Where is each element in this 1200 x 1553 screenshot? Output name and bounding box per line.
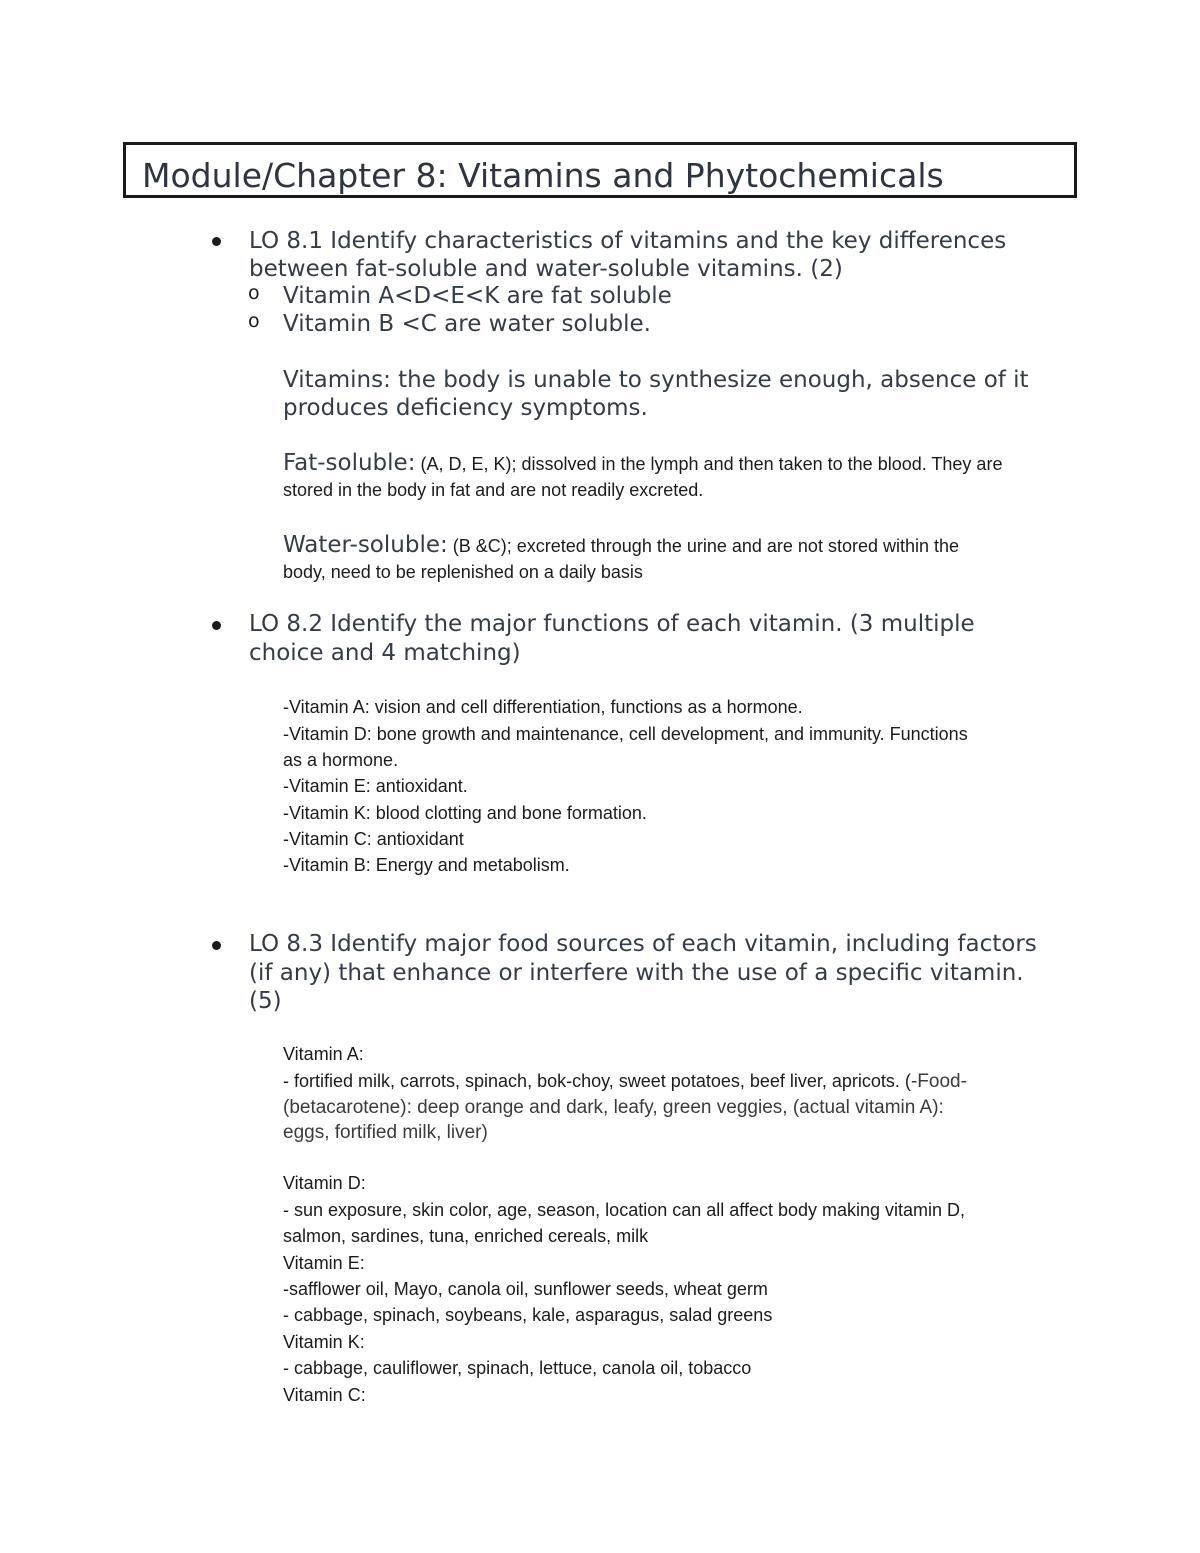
water-soluble-line2: body, need to be replenished on a daily basis (283, 562, 643, 582)
lo1-sub1: Vitamin A<D<E<K are fat soluble (283, 283, 672, 309)
fat-soluble-line1 (283, 449, 1002, 478)
vitamin-d-line1: - sun exposure, skin color, age, season, location can all affect body making vitamin D, (283, 1200, 966, 1220)
water-soluble-text: (B &C); excreted through the urine and are not stored within the (447, 536, 960, 556)
vitamin-a-line1 (283, 1068, 967, 1095)
vitamin-a-foods: - fortified milk, carrots, spinach, bok-choy, sweet potatoes, beef liver, apricots. ( (283, 1071, 911, 1091)
lo2-item: -Vitamin D: bone growth and maintenance, cell development, and immunity. Functions (283, 724, 968, 744)
lo2-item: -Vitamin A: vision and cell differentiation, functions as a hormone. (283, 697, 803, 717)
vitamin-a-heading: Vitamin A: (283, 1044, 364, 1064)
fat-soluble-label: Fat-soluble: (283, 450, 416, 476)
sub-bullet-icon: o (248, 282, 260, 304)
vitamin-d-line2: salmon, sardines, tuna, enriched cereals, milk (283, 1226, 649, 1246)
lo3-line2: (if any) that enhance or interfere with the use of a specific vitamin. (249, 960, 1024, 986)
vitamin-e-heading: Vitamin E: (283, 1253, 365, 1273)
page-title: Module/Chapter 8: Vitamins and Phytochemicals (142, 156, 944, 195)
lo2-line2: choice and 4 matching) (249, 640, 521, 666)
title-box (123, 142, 1077, 198)
lo1-line2: between fat-soluble and water-soluble vitamins. (2) (249, 256, 843, 282)
lo2-item: -Vitamin B: Energy and metabolism. (283, 855, 570, 875)
vitamin-e-line2: - cabbage, spinach, soybeans, kale, asparagus, salad greens (283, 1305, 773, 1325)
water-soluble-label: Water-soluble: (283, 532, 448, 558)
vitamin-d-heading: Vitamin D: (283, 1173, 366, 1193)
bullet-icon (212, 621, 221, 630)
fat-soluble-text: (A, D, E, K); dissolved in the lymph and then taken to the blood. They are (415, 454, 1003, 474)
vitamins-definition-line2: produces deficiency symptoms. (283, 395, 648, 421)
vitamin-a-line2: (betacarotene): deep orange and dark, leafy, green veggies, (actual vitamin A): (283, 1097, 944, 1118)
vitamin-c-heading: Vitamin C: (283, 1385, 366, 1405)
lo3-line3: (5) (249, 988, 282, 1014)
lo2-line1: LO 8.2 Identify the major functions of each vitamin. (3 multiple (249, 611, 975, 637)
lo3-line1: LO 8.3 Identify major food sources of each vitamin, including factors (249, 931, 1037, 957)
lo2-item: -Vitamin C: antioxidant (283, 829, 464, 849)
lo1-line1: LO 8.1 Identify characteristics of vitamins and the key differences (249, 228, 1007, 254)
vitamin-e-line1: -safflower oil, Mayo, canola oil, sunflower seeds, wheat germ (283, 1279, 768, 1299)
lo2-item: -Vitamin K: blood clotting and bone formation. (283, 803, 647, 823)
fat-soluble-line2: stored in the body in fat and are not readily excreted. (283, 480, 704, 500)
lo2-item: -Vitamin E: antioxidant. (283, 776, 468, 796)
lo1-sub2: Vitamin B <C are water soluble. (283, 311, 651, 337)
vitamins-definition-line1: Vitamins: the body is unable to synthesize enough, absence of it (283, 367, 1029, 393)
vitamin-a-line3: eggs, fortified milk, liver) (283, 1122, 488, 1143)
lo2-item: as a hormone. (283, 750, 399, 770)
vitamin-a-food-tail: -Food- (910, 1071, 967, 1092)
vitamin-k-line1: - cabbage, cauliflower, spinach, lettuce, canola oil, tobacco (283, 1358, 752, 1378)
bullet-icon (212, 237, 221, 246)
bullet-icon (212, 941, 221, 950)
water-soluble-line1 (283, 531, 959, 560)
sub-bullet-icon: o (248, 310, 260, 332)
vitamin-k-heading: Vitamin K: (283, 1332, 365, 1352)
